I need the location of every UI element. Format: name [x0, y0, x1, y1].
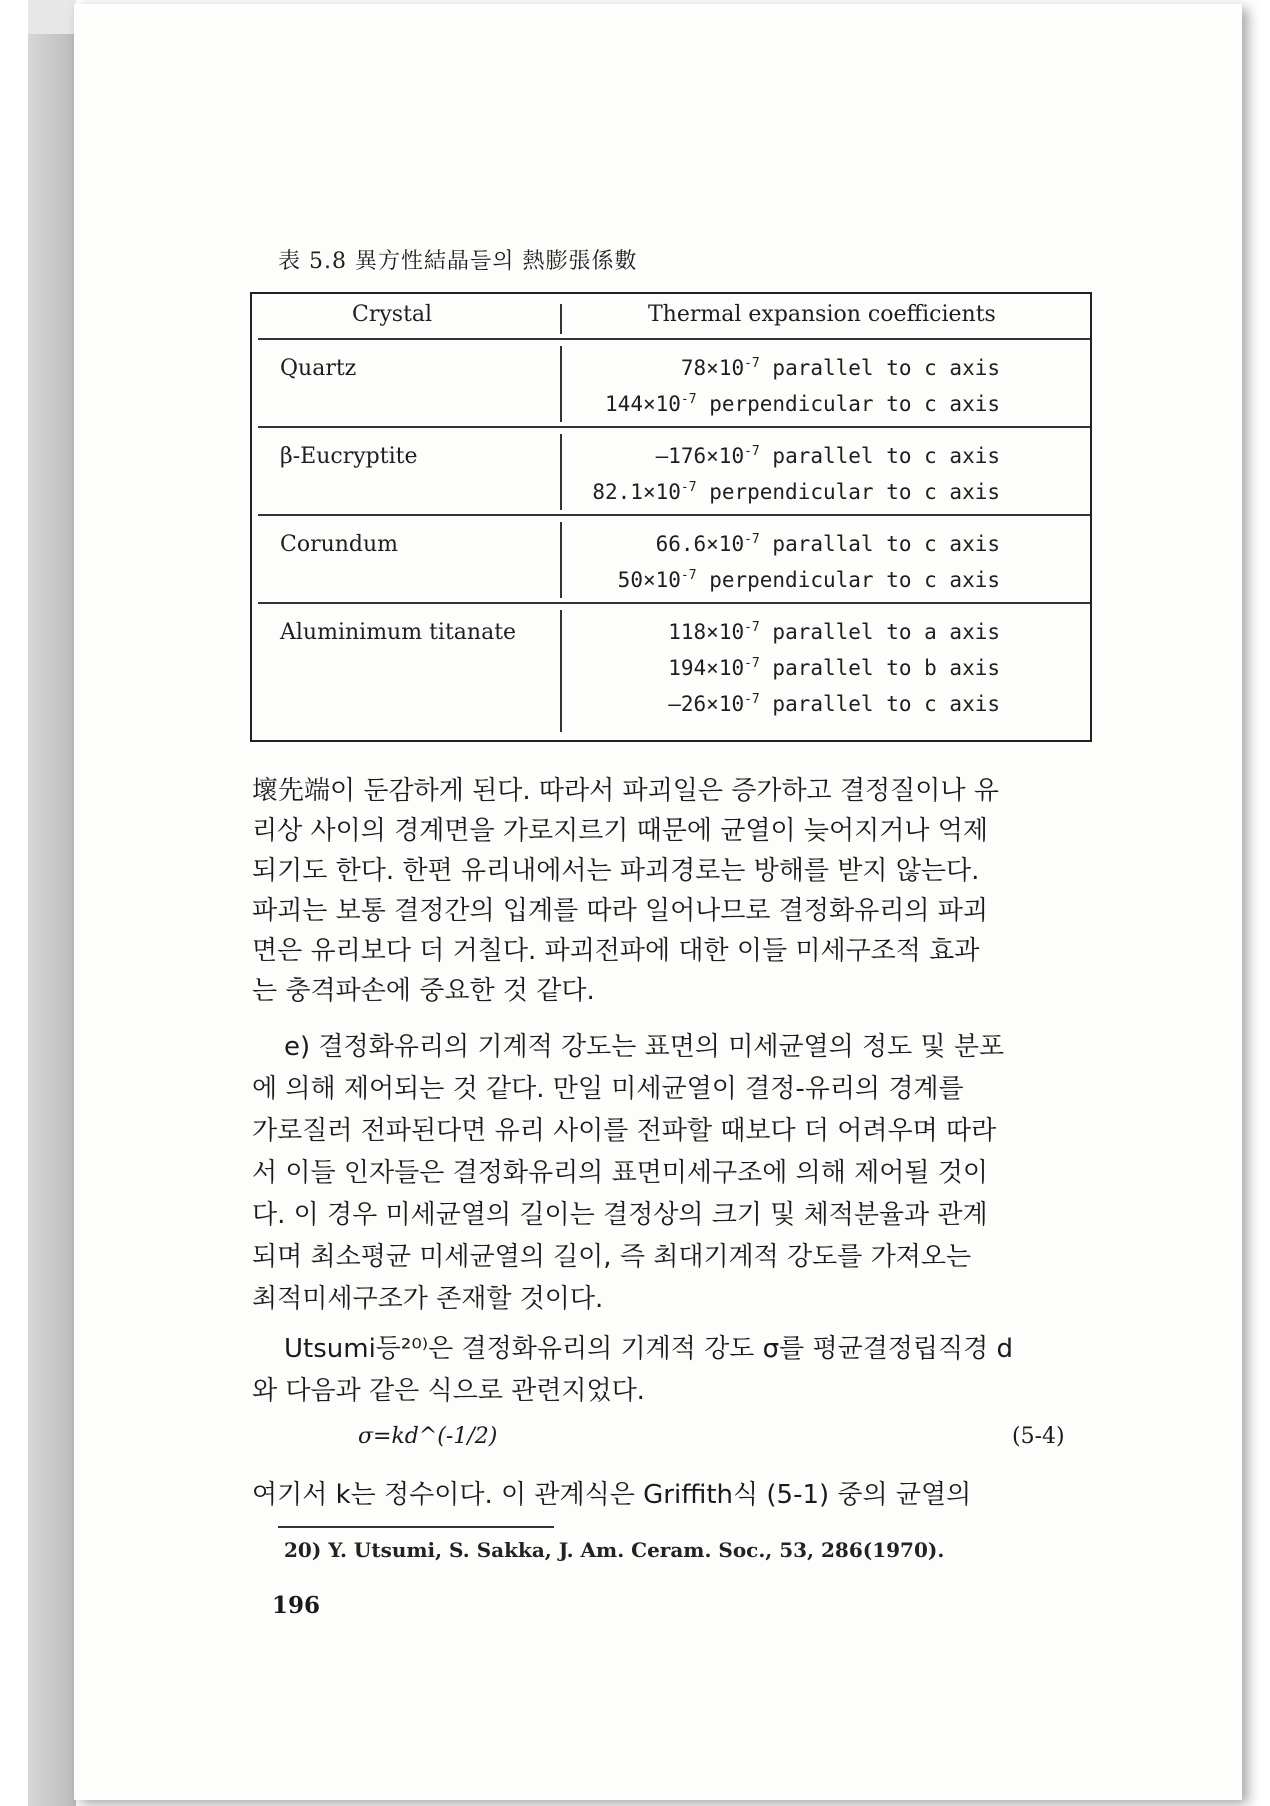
coefficient-line: $50\times 10^{-7}$ perpendicular to c axis: [617, 568, 1000, 592]
column-divider: [560, 522, 562, 598]
column-divider: [560, 434, 562, 510]
column-divider: [560, 346, 562, 422]
text-line: 가로질러 전파된다면 유리 사이를 전파할 때보다 더 어려우며 따라: [252, 1116, 997, 1146]
coefficient-line: $66.6\times 10^{-7}$ parallal to c axis: [655, 532, 1000, 556]
text-line: 다. 이 경우 미세균열의 길이는 결정상의 크기 및 체적분율과 관계: [252, 1200, 988, 1230]
crystal-name: Aluminimum titanate: [280, 620, 517, 645]
text-line: 에 의해 제어되는 것 같다. 만일 미세균열이 결정-유리의 경계를: [252, 1074, 964, 1104]
header-crystal: Crystal: [352, 302, 433, 327]
coefficient-line: $78\times 10^{-7}$ parallel to c axis: [680, 356, 1000, 380]
text-line: e) 결정화유리의 기계적 강도는 표면의 미세균열의 정도 및 분포: [284, 1032, 1005, 1062]
text-line: 서 이들 인자들은 결정화유리의 표면미세구조에 의해 제어될 것이: [252, 1158, 988, 1188]
coefficient-line: $82.1\times 10^{-7}$ perpendicular to c axis: [592, 480, 1000, 504]
text-line: 되며 최소평균 미세균열의 길이, 즉 최대기계적 강도를 가져오는: [252, 1242, 972, 1272]
text-line: 壞先端이 둔감하게 된다. 따라서 파괴일은 증가하고 결정질이나 유: [252, 776, 999, 806]
coefficient-line: $—26\times 10^{-7}$ parallel to c axis: [668, 692, 1000, 716]
text-line: 는 충격파손에 중요한 것 같다.: [252, 976, 595, 1006]
column-divider: [560, 304, 562, 334]
text-line: 파괴는 보통 결정간의 입계를 따라 일어나므로 결정화유리의 파괴: [252, 896, 988, 926]
row-divider: [258, 338, 1090, 340]
row-divider: [258, 514, 1090, 516]
text-line: 리상 사이의 경계면을 가로지르기 때문에 균열이 늦어지거나 억제: [252, 816, 988, 846]
footnote: 20) Y. Utsumi, S. Sakka, J. Am. Ceram. Soc., 53, 286(1970).: [284, 1538, 945, 1562]
crystal-name: Corundum: [280, 532, 399, 557]
footnote-rule: [278, 1526, 554, 1528]
text-line: 최적미세구조가 존재할 것이다.: [252, 1284, 604, 1314]
coefficient-line: $—176\times 10^{-7}$ parallel to c axis: [655, 444, 1000, 468]
table-caption: 表 5.8 異方性結晶들의 熱膨張係數: [278, 249, 638, 274]
equation-number: (5-4): [1012, 1424, 1065, 1449]
crystal-name: Quartz: [280, 356, 357, 381]
row-divider: [258, 426, 1090, 428]
coefficient-line: $144\times 10^{-7}$ perpendicular to c axis: [605, 392, 1000, 416]
text-line: 여기서 k는 정수이다. 이 관계식은 Griffith식 (5-1) 중의 균열의: [252, 1480, 972, 1510]
crystal-name: β-Eucryptite: [280, 444, 418, 469]
book-spine: [28, 0, 76, 1806]
book-spine-top: [28, 0, 76, 34]
text-line: Utsumi등²⁰⁾은 결정화유리의 기계적 강도 σ를 평균결정립직경 d: [284, 1334, 1014, 1364]
column-divider: [560, 610, 562, 732]
header-thermal-expansion: Thermal expansion coefficients: [648, 302, 996, 327]
coefficient-line: $118\times 10^{-7}$ parallel to a axis: [668, 620, 1000, 644]
page-number: 196: [272, 1592, 321, 1619]
expansion-table: [250, 292, 1092, 742]
text-line: 면은 유리보다 더 거칠다. 파괴전파에 대한 이들 미세구조적 효과: [252, 936, 980, 966]
text-line: 되기도 한다. 한편 유리내에서는 파괴경로는 방해를 받지 않는다.: [252, 856, 980, 886]
equation: σ=kd^(-1/2): [358, 1424, 498, 1449]
coefficient-line: $194\times 10^{-7}$ parallel to b axis: [668, 656, 1000, 680]
row-divider: [258, 602, 1090, 604]
text-line: 와 다음과 같은 식으로 관련지었다.: [252, 1376, 645, 1406]
